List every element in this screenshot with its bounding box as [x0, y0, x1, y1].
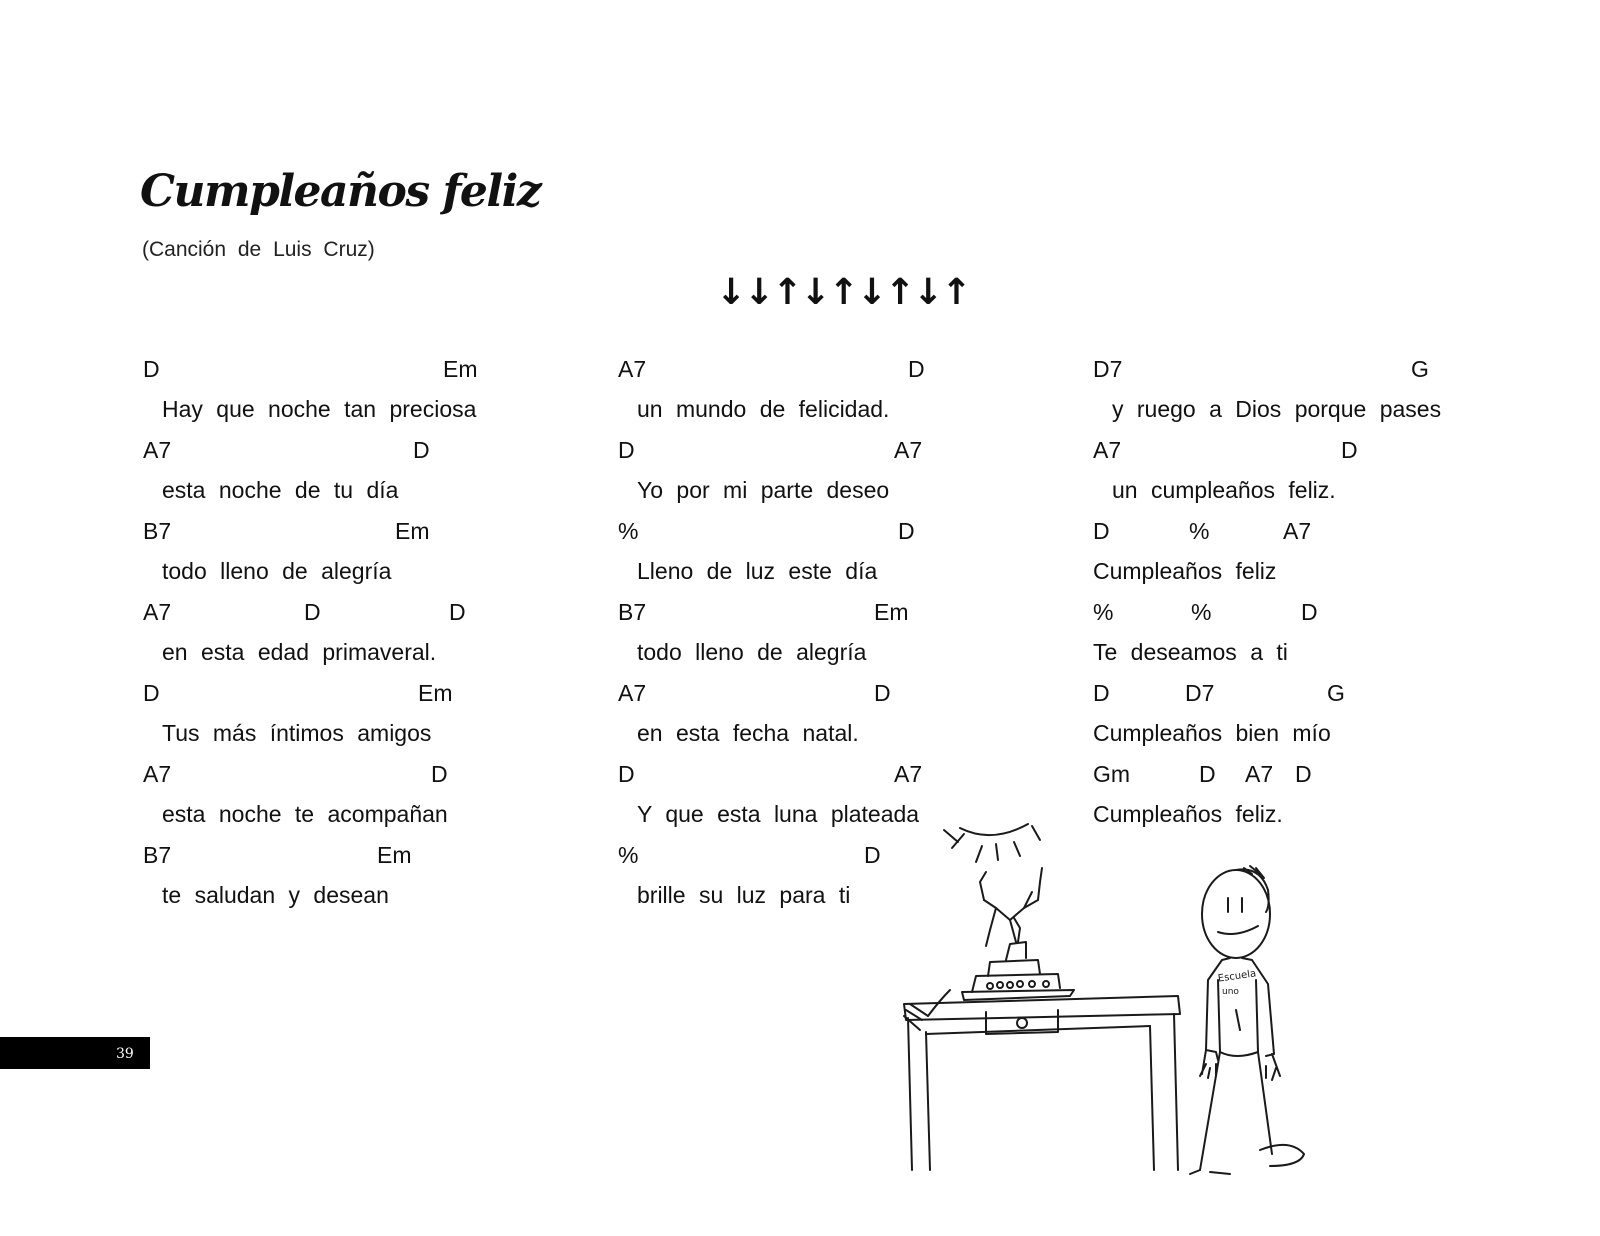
- chord: D: [449, 599, 466, 625]
- chord: A7: [143, 599, 172, 625]
- chord: A7: [1245, 761, 1274, 787]
- song-line: [143, 599, 613, 680]
- chord: A7: [1283, 518, 1312, 544]
- lamp-rays-icon: [944, 824, 1040, 862]
- chord: A7: [894, 437, 923, 463]
- song-line: [143, 437, 613, 518]
- chord: A7: [1093, 437, 1122, 463]
- chord: D: [908, 356, 925, 382]
- lyric-line: te saludan y desean: [162, 882, 389, 908]
- chord-row: [143, 356, 613, 386]
- lyric-line: Y que esta luna plateada: [637, 801, 920, 827]
- song-line: [143, 518, 613, 599]
- shirt-text: Escuela: [1217, 968, 1257, 985]
- chord-row: [618, 680, 1088, 710]
- song-line: [1093, 518, 1533, 599]
- chord-row: [143, 842, 613, 872]
- chord: Em: [418, 680, 453, 706]
- chord-row: [1093, 761, 1533, 791]
- lyric-line: Lleno de luz este día: [637, 558, 878, 584]
- chord: D: [1341, 437, 1358, 463]
- page-number: 39: [116, 1046, 134, 1062]
- lyric-line: en esta fecha natal.: [637, 720, 859, 746]
- lyric-line: en esta edad primaveral.: [162, 639, 437, 665]
- song-line: [618, 680, 1088, 761]
- song-line: [143, 842, 613, 923]
- chord-row: [143, 437, 613, 467]
- chord: Em: [377, 842, 412, 868]
- hand-drawn-illustration: [900, 820, 1360, 1210]
- chord: D: [143, 680, 160, 706]
- chord: B7: [143, 842, 172, 868]
- chord: D: [304, 599, 321, 625]
- song-line: [143, 680, 613, 761]
- lyric-line: todo lleno de alegría: [637, 639, 867, 665]
- lyrics-column-1: [143, 356, 613, 923]
- lyric-line: brille su luz para ti: [637, 882, 851, 908]
- song-line: [143, 761, 613, 842]
- chord: A7: [618, 356, 647, 382]
- chord: D: [864, 842, 881, 868]
- chord-row: [143, 761, 613, 791]
- chord: %: [1093, 599, 1114, 625]
- chord: B7: [143, 518, 172, 544]
- chord: %: [618, 518, 639, 544]
- chord-row: [143, 599, 613, 629]
- chord: D: [413, 437, 430, 463]
- chord: A7: [618, 680, 647, 706]
- chord: A7: [143, 761, 172, 787]
- chord: %: [618, 842, 639, 868]
- lyric-line: Cumpleaños feliz.: [1093, 801, 1283, 827]
- chord: D: [1295, 761, 1312, 787]
- song-line: [1093, 356, 1533, 437]
- chord-row: [143, 680, 613, 710]
- shirt-text: uno: [1222, 987, 1239, 997]
- chord-row: [618, 599, 1088, 629]
- strum-pattern: ↓↓↑↓↑↓↑↓↑: [716, 272, 970, 313]
- lyric-line: un mundo de felicidad.: [637, 396, 890, 422]
- table-drawing: [904, 990, 1180, 1170]
- song-line: [618, 356, 1088, 437]
- lyric-line: y ruego a Dios porque pases: [1112, 396, 1442, 422]
- lyric-line: Yo por mi parte deseo: [637, 477, 890, 503]
- song-line: [1093, 680, 1533, 761]
- chord-row: [618, 761, 1088, 791]
- chord-row: [143, 518, 613, 548]
- chord: Em: [874, 599, 909, 625]
- chord-row: [1093, 437, 1533, 467]
- chord: A7: [894, 761, 923, 787]
- lyric-line: todo lleno de alegría: [162, 558, 392, 584]
- chord: A7: [143, 437, 172, 463]
- song-title: Cumpleaños feliz: [140, 166, 541, 217]
- chord: D7: [1185, 680, 1215, 706]
- song-subtitle: (Canción de Luis Cruz): [142, 238, 375, 261]
- chord: D: [1301, 599, 1318, 625]
- song-line: [618, 437, 1088, 518]
- lyric-line: Hay que noche tan preciosa: [162, 396, 477, 422]
- chord-row: [618, 437, 1088, 467]
- chord: D: [618, 437, 635, 463]
- lyric-line: esta noche te acompañan: [162, 801, 448, 827]
- lyric-line: esta noche de tu día: [162, 477, 399, 503]
- lyric-line: Te deseamos a ti: [1093, 639, 1288, 665]
- chord: D: [1093, 680, 1110, 706]
- chord: Gm: [1093, 761, 1131, 787]
- chord: D: [898, 518, 915, 544]
- lyric-line: Tus más íntimos amigos: [162, 720, 432, 746]
- song-line: [1093, 599, 1533, 680]
- lyrics-column-3: [1093, 356, 1533, 842]
- song-line: [1093, 437, 1533, 518]
- chord-row: [1093, 356, 1533, 386]
- chord: D: [874, 680, 891, 706]
- chord-row: [618, 356, 1088, 386]
- chord: B7: [618, 599, 647, 625]
- boy-drawing: [1190, 866, 1304, 1174]
- chord: D7: [1093, 356, 1123, 382]
- song-line: [618, 518, 1088, 599]
- trophy-drawing: [962, 868, 1074, 1000]
- lyric-line: Cumpleaños bien mío: [1093, 720, 1331, 746]
- lyric-line: un cumpleaños feliz.: [1112, 477, 1336, 503]
- chord: D: [1093, 518, 1110, 544]
- chord: D: [143, 356, 160, 382]
- lyric-line: Cumpleaños feliz: [1093, 558, 1277, 584]
- chord: G: [1411, 356, 1429, 382]
- chord: Em: [395, 518, 430, 544]
- song-line: [618, 599, 1088, 680]
- chord: %: [1189, 518, 1210, 544]
- chord-row: [1093, 599, 1533, 629]
- song-line: [143, 356, 613, 437]
- chord-row: [1093, 680, 1533, 710]
- chord: G: [1327, 680, 1345, 706]
- chord: Em: [443, 356, 478, 382]
- chord-row: [618, 518, 1088, 548]
- chord: D: [618, 761, 635, 787]
- chord-row: [1093, 518, 1533, 548]
- chord: D: [431, 761, 448, 787]
- chord: %: [1191, 599, 1212, 625]
- chord: D: [1199, 761, 1216, 787]
